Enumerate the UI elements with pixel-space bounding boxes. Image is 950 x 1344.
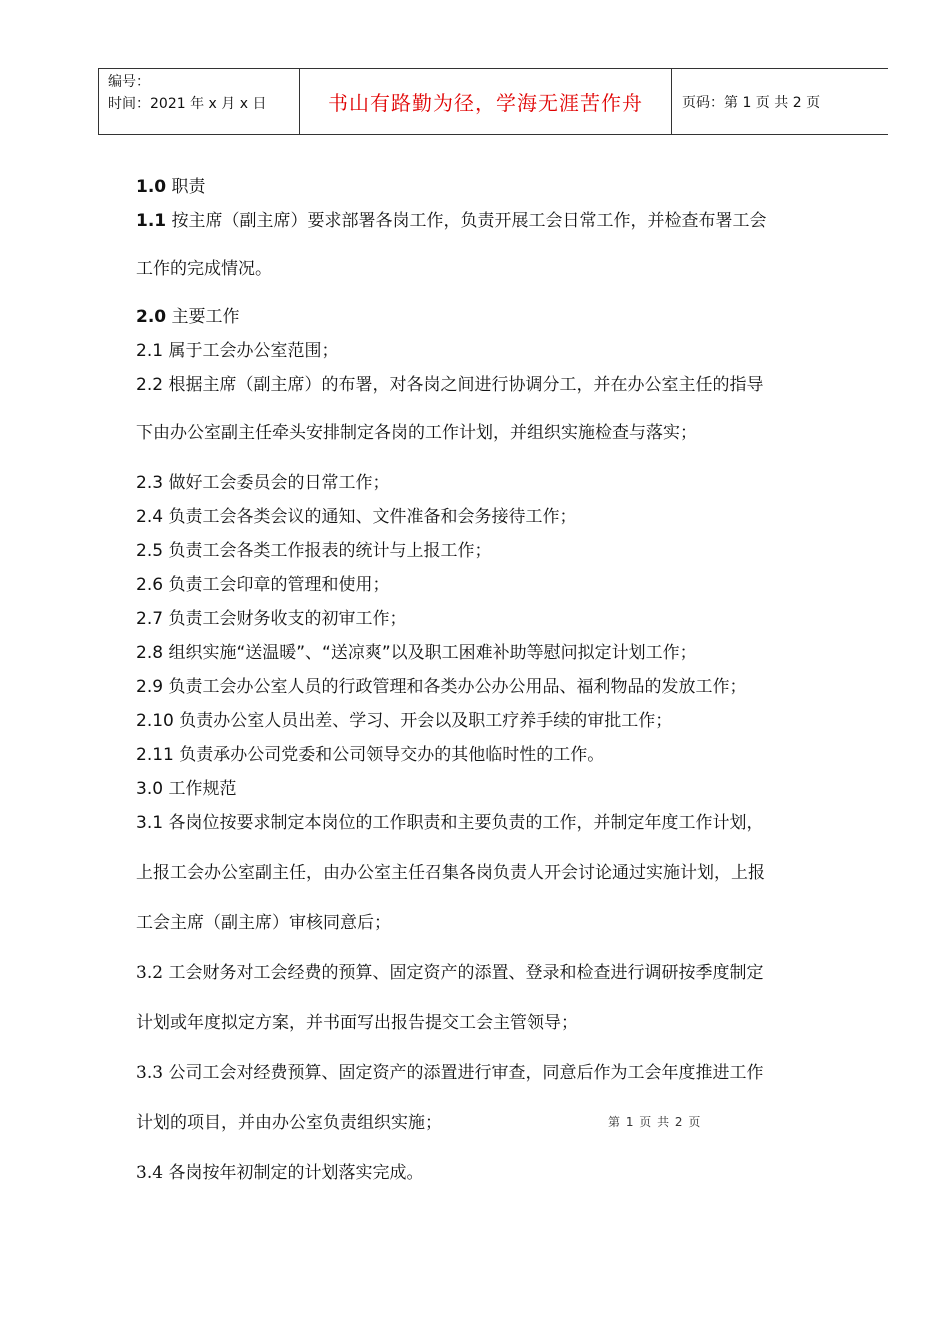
page-footer-mark: 第 1 页 共 2 页: [608, 1115, 702, 1129]
item-3-3: 3.3 公司工会对经费预算、固定资产的添置进行审查，同意后作为工会年度推进工作: [136, 1063, 764, 1083]
item-3-1-cont2: 工会主席（副主席）审核同意后；: [136, 913, 391, 933]
item-2-8: 2.8 组织实施“送温暖”、“送凉爽”以及职工困难补助等慰问拟定计划工作；: [136, 643, 697, 663]
section-heading-2: 2.0 主要工作: [136, 307, 240, 327]
item-3-2: 3.2 工会财务对工会经费的预算、固定资产的添置、登录和检查进行调研按季度制定: [136, 963, 764, 983]
item-2-9: 2.9 负责工会办公室人员的行政管理和各类办公办公用品、福利物品的发放工作；: [136, 677, 747, 697]
item-2-1: 2.1 属于工会办公室范围；: [136, 341, 339, 361]
item-2-3: 2.3 做好工会委员会的日常工作；: [136, 473, 390, 493]
header-meta: [99, 69, 300, 134]
item-3-1-cont: 上报工会办公室副主任，由办公室主任召集各岗负责人开会讨论通过实施计划，上报: [136, 863, 765, 883]
document-body: [136, 170, 856, 1190]
motto: 书山有路勤为径，学海无涯苦作舟: [328, 91, 643, 115]
paragraph-1-1: 1.1 按主席（副主席）要求部署各岗工作，负责开展工会日常工作，并检查布署工会: [136, 211, 767, 231]
section-heading-1: 1.0 职责: [136, 177, 206, 197]
item-2-2-cont: 下由办公室副主任牵头安排制定各岗的工作计划，并组织实施检查与落实；: [136, 423, 697, 443]
paragraph-1-1-cont: 工作的完成情况。: [136, 259, 272, 279]
item-2-2: 2.2 根据主席（副主席）的布署，对各岗之间进行协调分工，并在办公室主任的指导: [136, 375, 764, 395]
item-3-4: 3.4 各岗按年初制定的计划落实完成。: [136, 1163, 424, 1183]
document-header: [98, 68, 888, 135]
item-2-10: 2.10 负责办公室人员出差、学习、开会以及职工疗养手续的审批工作；: [136, 711, 673, 731]
page-number: 页码：第 1 页 共 2 页: [682, 94, 821, 111]
document-date: 时间：2021 年 x 月 x 日: [108, 96, 267, 112]
header-motto-cell: [300, 69, 672, 134]
header-page-cell: [672, 69, 888, 134]
section-heading-3: 3.0 工作规范: [136, 779, 237, 799]
document-number: 编号：: [108, 74, 150, 90]
item-2-6: 2.6 负责工会印章的管理和使用；: [136, 575, 390, 595]
item-3-2-cont: 计划或年度拟定方案，并书面写出报告提交工会主管领导；: [136, 1013, 578, 1033]
item-2-11: 2.11 负责承办公司党委和公司领导交办的其他临时性的工作。: [136, 745, 605, 765]
item-2-4: 2.4 负责工会各类会议的通知、文件准备和会务接待工作；: [136, 507, 577, 527]
item-3-1: 3.1 各岗位按要求制定本岗位的工作职责和主要负责的工作，并制定年度工作计划，: [136, 813, 764, 833]
item-2-5: 2.5 负责工会各类工作报表的统计与上报工作；: [136, 541, 492, 561]
item-2-7: 2.7 负责工会财务收支的初审工作；: [136, 609, 407, 629]
item-3-3-cont: 计划的项目，并由办公室负责组织实施；: [136, 1113, 442, 1133]
